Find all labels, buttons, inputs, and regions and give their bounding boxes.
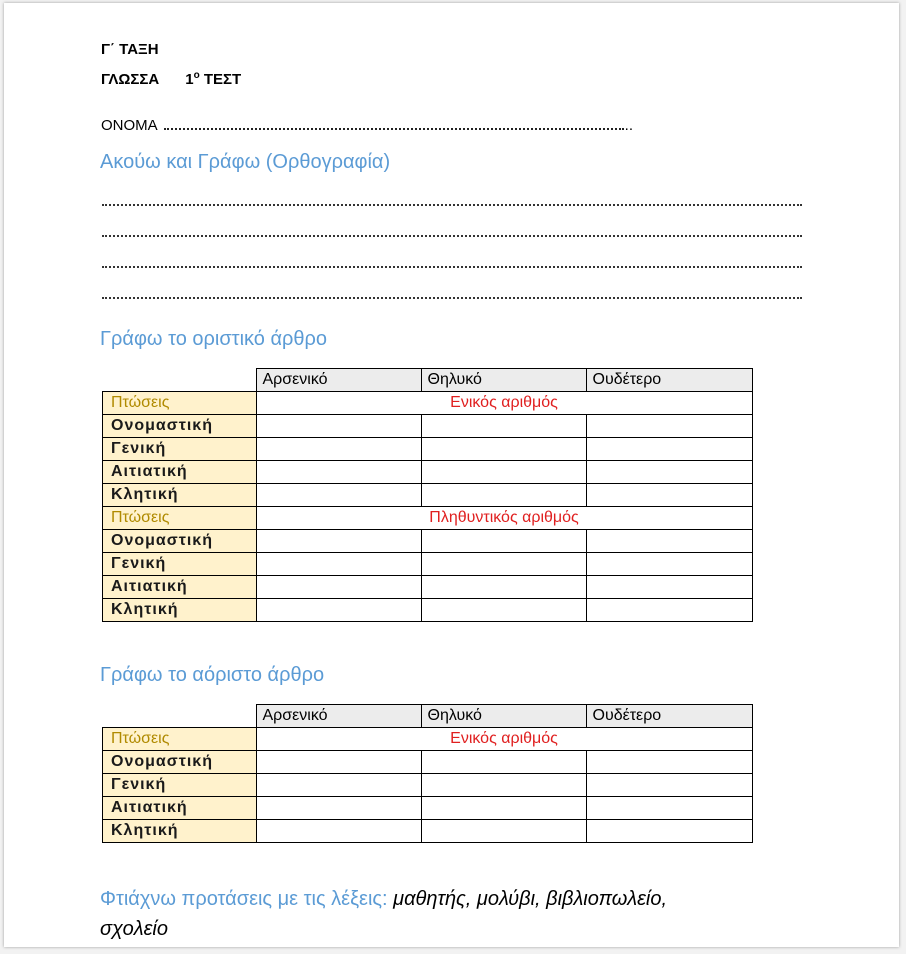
answer-cell[interactable]: [256, 774, 421, 797]
answer-cell[interactable]: [421, 820, 586, 843]
indefinite-article-table: [102, 704, 753, 843]
section-indefinite-article-title: Γράφω το αόριστο άρθρο: [100, 664, 325, 686]
answer-cell[interactable]: [421, 415, 586, 438]
answer-cell[interactable]: [256, 438, 421, 461]
class-label: Γ΄ ΤΑΞΗ: [101, 41, 159, 58]
corner-cell: [103, 705, 257, 728]
answer-cell[interactable]: [586, 599, 752, 622]
answer-cell[interactable]: [256, 530, 421, 553]
column-header: Θηλυκό: [421, 705, 586, 728]
words-list-cont: σχολείο: [100, 918, 168, 940]
writing-line-4[interactable]: [102, 297, 802, 299]
plural-label: Πληθυντικός αριθμός: [256, 507, 752, 530]
case-label: Ονομαστική: [103, 415, 257, 438]
case-label: Ονομαστική: [103, 530, 257, 553]
test-word: ΤΕΣΤ: [203, 71, 242, 88]
column-header: Ουδέτερο: [586, 705, 752, 728]
answer-cell[interactable]: [586, 751, 752, 774]
case-label: Γενική: [103, 774, 257, 797]
answer-cell[interactable]: [421, 751, 586, 774]
answer-cell[interactable]: [421, 438, 586, 461]
test-title: [101, 70, 241, 88]
column-header: Ουδέτερο: [586, 369, 752, 392]
case-label: Γενική: [103, 438, 257, 461]
answer-cell[interactable]: [421, 553, 586, 576]
words-list: μαθητής, μολύβι, βιβλιοπωλείο,: [393, 888, 668, 910]
answer-cell[interactable]: [421, 774, 586, 797]
answer-cell[interactable]: [586, 530, 752, 553]
answer-cell[interactable]: [421, 797, 586, 820]
case-label: Κλητική: [103, 820, 257, 843]
singular-label: Ενικός αριθμός: [256, 392, 752, 415]
answer-cell[interactable]: [586, 774, 752, 797]
column-header: Αρσενικό: [256, 369, 421, 392]
case-label: Αιτιατική: [103, 461, 257, 484]
answer-cell[interactable]: [421, 599, 586, 622]
answer-cell[interactable]: [586, 461, 752, 484]
section-sentences-title: Φτιάχνω προτάσεις με τις λέξεις:: [100, 888, 388, 910]
name-fill-line[interactable]: [164, 128, 624, 130]
answer-cell[interactable]: [256, 461, 421, 484]
corner-cell: [103, 369, 257, 392]
answer-cell[interactable]: [586, 438, 752, 461]
case-label: Ονομαστική: [103, 751, 257, 774]
singular-label: Ενικός αριθμός: [256, 728, 752, 751]
answer-cell[interactable]: [256, 484, 421, 507]
column-header: Θηλυκό: [421, 369, 586, 392]
answer-cell[interactable]: [586, 415, 752, 438]
answer-cell[interactable]: [256, 751, 421, 774]
case-label: Κλητική: [103, 484, 257, 507]
case-label: Κλητική: [103, 599, 257, 622]
case-label: Αιτιατική: [103, 797, 257, 820]
answer-cell[interactable]: [256, 797, 421, 820]
answer-cell[interactable]: [256, 553, 421, 576]
writing-line-1[interactable]: [102, 204, 802, 206]
name-line: [101, 117, 633, 134]
column-header: Αρσενικό: [256, 705, 421, 728]
document-page: [4, 3, 899, 947]
writing-line-2[interactable]: [102, 235, 802, 237]
definite-article-table: [102, 368, 753, 622]
name-label: ΟΝΟΜΑ: [101, 117, 158, 134]
section-sentences-line-1: [100, 888, 667, 911]
section-definite-article-title: Γράφω το οριστικό άρθρο: [100, 328, 328, 350]
answer-cell[interactable]: [421, 530, 586, 553]
answer-cell[interactable]: [421, 484, 586, 507]
cases-label: Πτώσεις: [103, 392, 257, 415]
answer-cell[interactable]: [421, 461, 586, 484]
test-number: 1: [185, 71, 194, 88]
cases-label: Πτώσεις: [103, 728, 257, 751]
answer-cell[interactable]: [586, 484, 752, 507]
answer-cell[interactable]: [586, 553, 752, 576]
writing-line-3[interactable]: [102, 266, 802, 268]
section-dictation-title: Ακούω και Γράφω (Ορθογραφία): [100, 151, 391, 173]
section-sentences-line-2: [100, 918, 168, 941]
case-label: Αιτιατική: [103, 576, 257, 599]
subject-label: ΓΛΩΣΣΑ: [101, 71, 160, 88]
test-number-sup: ο: [193, 70, 200, 81]
answer-cell[interactable]: [586, 820, 752, 843]
answer-cell[interactable]: [256, 415, 421, 438]
case-label: Γενική: [103, 553, 257, 576]
answer-cell[interactable]: [586, 797, 752, 820]
answer-cell[interactable]: [256, 820, 421, 843]
answer-cell[interactable]: [256, 576, 421, 599]
answer-cell[interactable]: [421, 576, 586, 599]
cases-label: Πτώσεις: [103, 507, 257, 530]
answer-cell[interactable]: [256, 599, 421, 622]
name-line-end: ..: [624, 117, 634, 134]
answer-cell[interactable]: [586, 576, 752, 599]
